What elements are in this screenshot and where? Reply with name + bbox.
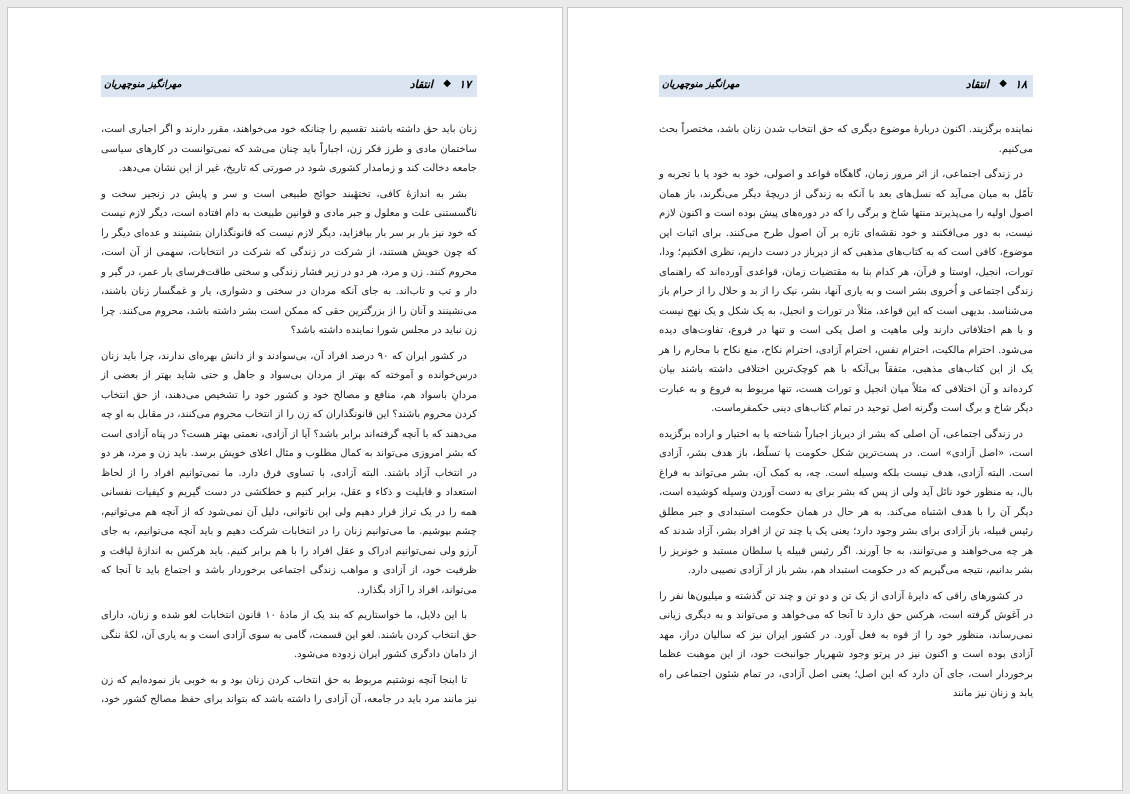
- right-page: [567, 7, 1123, 791]
- paragraph: بشر به اندازهٔ کافی، تختهٔبند حوائج طبیعی است و سر و پایش در زنجیر سخت و ناگسستنی علت و معلول و جبر مادی و قوانین طبیعت به دام افتاده است، دیگر لازم نیست که خود نیز بار بر سر بار بیافزاید، دیگر لازم نیست که قانونگذاران بنشینند و عده‌ای دیگر را که چون خویش هستند، از شرکت در زندگی که شرکت در انتخابات، سهمی از آن است، محروم کنند. زن و مرد، هر دو در زیر فشار زندگی و سختی طاقت‌فرسای بار عمر، در گیر و دار و تب و تاب‌اند. به جای آنکه مردان در سختی و دشواری، یار و غمگسار زنان باشند، می‌نشینند و آنان را از بزرگترین حقی که ممکن است بشر داشته باشد، محروم می‌کنند. چرا زن نباید در مجلس شورا نماینده داشته باشد؟: [101, 188, 477, 336]
- page-body: [101, 120, 477, 716]
- paragraph: در کشور ایران که ۹۰ درصد افراد آن، بی‌سوادند و از دانش بهره‌ای ندارند، چرا باید زنان درس‌خوانده و آموخته که بهتر از مردان بی‌سواد و جاهل و حتی شاید بهتر از بعضی از مردانِ باسواد هم، منافع و مصالح خود و کشور خود را تشخیص می‌دهند، از حق انتخاب کردن محروم باشند؟ این قانونگذاران که زن را از انتخاب محروم می‌کنند، در مقابل به او چه می‌دهند که با آنچه گرفته‌اند برابر باشد؟ آیا از آزادی، نعمتی بهتر هست؟ در پناه آزادی است که بشر امروزی می‌تواند به کمال مطلوب و مثال اعلای خویش برسد. باید زن و مرد، هر دو در انتخاب آزاد باشند. البته آزادی، با تساوی فرق دارد. ما نمی‌توانیم افراد را از لحاظ استعداد و قابلیت و ذکاء و عقل، برابر کنیم و خطکشی در دست گیریم و کیفیات نفسانی همه را در یک تراز قرار دهیم ولی این ناتوانی، دلیل آن نمی‌شود که از آنچه هم می‌توانیم، چشم بپوشیم. ما می‌توانیم زنان را در انتخابات شرکت دهیم و باید آنچه می‌توانیم، به جای آرزو ولی نمی‌توانیم ادراک و عقل افراد را با هم برابر کنیم. باید هرکس به اندازهٔ لیاقت و ظرفیت خود، از آزادی و مواهب زندگی اجتماعی برخوردار باشد و اجتماع باید تا آنجا که می‌تواند، افراد را آزاد بگذارد.: [100, 350, 477, 596]
- page-number: ۱۸: [1015, 78, 1027, 91]
- running-header: [659, 75, 1033, 97]
- author-name: مهرانگیز منوچهریان: [662, 79, 740, 90]
- paragraph: با این دلایل، ما خواستاریم که بند یک از مادهٔ ۱۰ قانون انتخابات لغو شده و زنان، دارای حق انتخاب کردن باشند. لغو این قسمت، گامی به سوی آزادی است و به یاری آن، لکهٔ ننگی از دامان دادگری کشور ایران زدوده می‌شود.: [101, 610, 477, 660]
- section-title: انتقاد: [409, 78, 433, 91]
- section-title: انتقاد: [965, 78, 989, 91]
- running-header: [101, 75, 477, 97]
- diamond-icon: ◆: [443, 78, 451, 89]
- paragraph: زنان باید حق داشته باشند تقسیم را چنانکه خود می‌خواهند، مقرر دارند و اگر اجباری است، ساختمان مادی و طرز فکر زن، اجباراً باید چنان می‌شد که نمی‌توانست در کارهای سیاسی جامعه دخالت کند و زمامدار کشوری شود در صورتی که تاریخ، غیر از این نشان می‌دهد.: [101, 124, 477, 174]
- author-name: مهرانگیز منوچهریان: [104, 79, 182, 90]
- page-number: ۱۷: [459, 78, 471, 91]
- paragraph: تا اینجا آنچه نوشتیم مربوط به حق انتخاب کردن زنان بود و به خوبی باز نموده‌ایم که زن نیز مانند مرد باید در جامعه، آن آزادی را داشته باشد که بتواند برای حفظ مصالح کشور خود،: [101, 674, 477, 705]
- diamond-icon: ◆: [999, 78, 1007, 89]
- page-body: [659, 120, 1033, 710]
- paragraph: نماینده برگزیند. اکنون دربارهٔ موضوع دیگری که حق انتخاب شدن زنان باشد، مختصراً بحث می‌کنیم.: [659, 124, 1033, 155]
- paragraph: در کشورهای راقی که دایرهٔ آزادی از یک تن و دو تن و چند تن گذشته و میلیون‌ها نفر را در آغوش گرفته است، هرکس حق دارد تا آنجا که می‌خواهد و می‌تواند و به دیگری زیانی نمی‌رساند، منظور خود را از قوه به فعل آورد. در کشور ایران نیز که سالیان دراز، مهد آزادی بوده است و اکنون نیز در پرتو وجود شهریار جوانبخت خود، از این موهبت عظما برخوردار است، جای آن دارد که این اصل؛ یعنی اصل آزادی، در تمام شئون اجتماعی راه یابد و زنان نیز مانند: [659, 590, 1033, 699]
- paragraph: در زندگی اجتماعی، از اثر مرور زمان، گاهگاه قواعد و اصولی، خود به خود یا با تجربه و تأمّل به میان می‌آید که نسل‌های بعد با آنکه به زندگی از دریچهٔ دیگر می‌نگرند، باز همان اصول اولیه را می‌پذیرند منتها شاخ و برگی را که در دوره‌های پیش بوده است و اکنون لازم نیست، به دور می‌افکنند و خود نقشه‌ای تازه بر آن اصول طرح می‌کنند. برای اثبات این موضوع، کافی است که به کتاب‌های مذهبی که از دیرباز در دست داریم، نظری افکنیم؛ ودا، تورات، انجیل، اوستا و قرآن، هر کدام بنا به مقتضیات زمان، قواعدی آورده‌اند که راهنمای زندگی اجتماعی و اُخروی بشر است و به یاری آنها، بشر، نیک را از بد و حلال را از حرام باز می‌شناسد. بدیهی است که این قواعد، مثلاً در تورات و انجیل، به یک شکل و یک نهج نیست و با هم اختلافاتی دارند ولی ماهیت و اصل یکی است و تنها در فروع، تفاوت‌های دیده می‌شود. احترام مالکیت، احترام نفس، احترام آزادی، احترام نکاح، منع نکاح با محارم را هر یک از این کتاب‌های مذهبی، متفقاً بی‌آنکه با هم کوچک‌ترین اختلافی داشته باشند بیان کرده‌اند و آن اختلافی که مثلاً میان انجیل و تورات هست، تنها مربوط به فروع و به عبارت دیگر شاخ و برگ است وگرنه اصل توحید در تمام کتاب‌های دینی حکمفرماست.: [659, 169, 1033, 414]
- left-page: [7, 7, 563, 791]
- paragraph: در زندگی اجتماعی، آن اصلی که بشر از دیرباز اجباراً شناخته یا به اختیار و اراده برگزیده است، «اصل آزادی» است. در پست‌ترین شکل حکومت یا تسلّط، باز هدف بشر، آزادی است. البته آزادی، هدف نیست بلکه وسیله است. چه، به کمک آن، بشر می‌تواند به فراغ بال، به منظور خود نائل آید ولی از پس که بشر برای به دست آوردن وسیله کوشیده است، دیگر آن را با هدف اشتباه می‌کند. به هر حال در همان حکومت استبدادی و جبر مطلق رئیس قبیله، باز آزادی برای بشر وجود دارد؛ یعنی یک یا چند تن از افراد بشر، آزاد شدند که هر چه می‌خواهند و می‌توانند، به جا آورند. اگر رئیس قبیله یا سلطان مستبد و خونریز را بشر بدانیم، نتیجه می‌گیریم که در حکومت استبداد هم، بشر باز از آزادی نصیبی دارد.: [659, 428, 1033, 576]
